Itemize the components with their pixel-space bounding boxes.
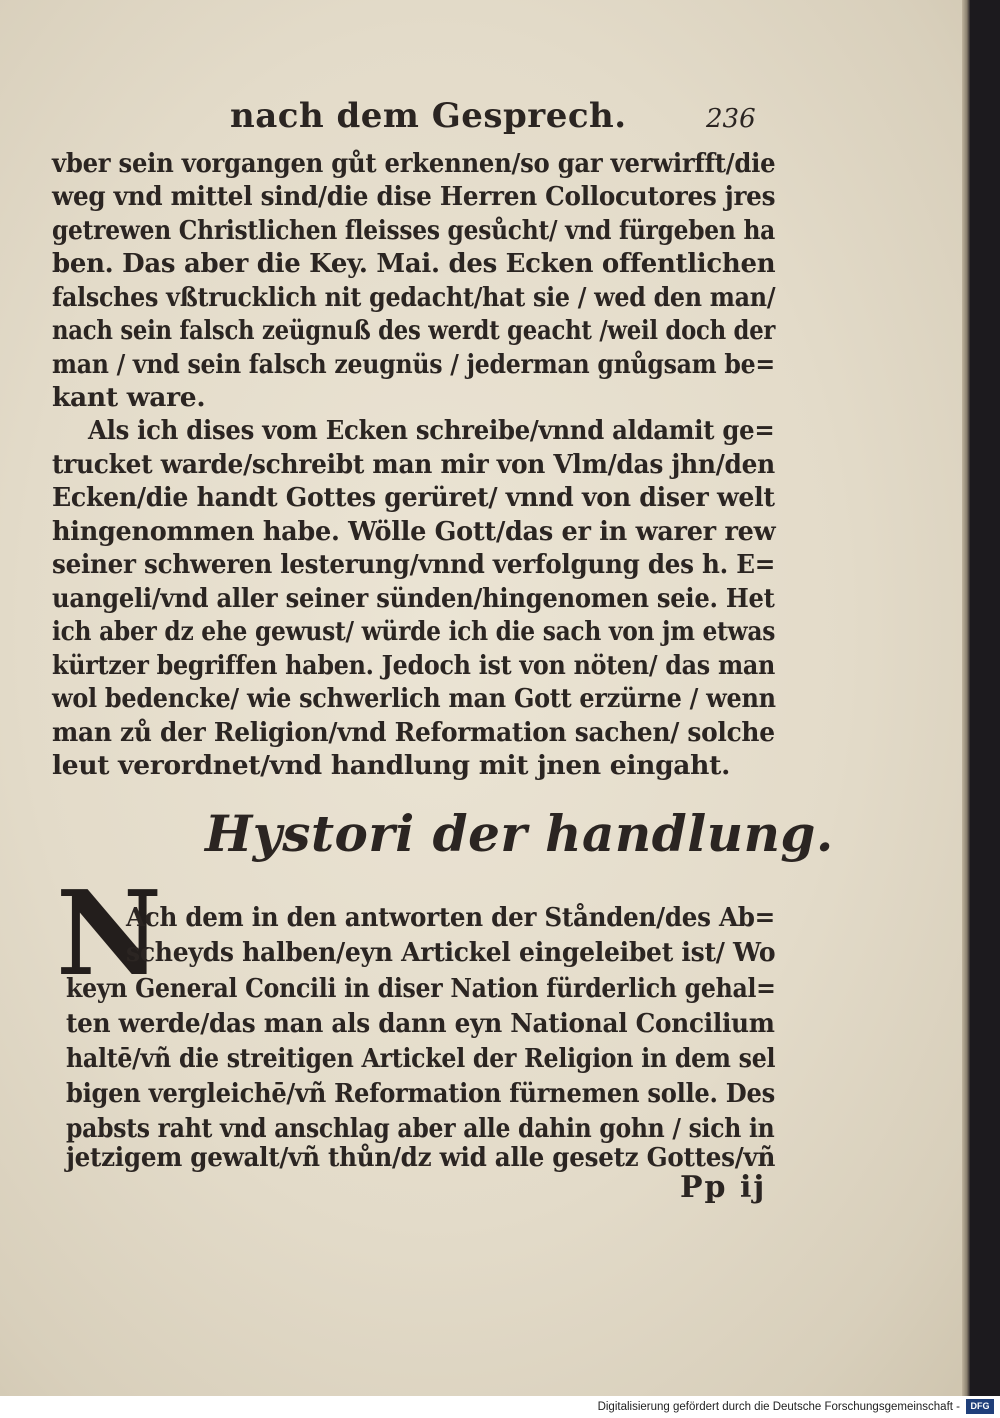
text-line: scheyds halben/eyn Artickel eingeleibet ist/ Wo [126, 937, 776, 968]
page-edge [962, 0, 970, 1396]
text-line: nach sein falsch zeügnuß des werdt geacht /weil doch der [52, 315, 776, 346]
text-line: haltē/vñ die streitigen Artickel der Religion in dem sel [66, 1043, 776, 1074]
dfg-logo: DFG [966, 1399, 994, 1414]
funding-credit: Digitalisierung gefördert durch die Deutsche Forschungsgemeinschaft - [597, 1401, 960, 1413]
text-line: Ecken/die handt Gottes gerüret/ vnnd von diser welt [52, 482, 775, 513]
text-line: ich aber dz ehe gewust/ würde ich die sach von jm etwas [52, 616, 776, 647]
text-line: Als ich dises vom Ecken schreibe/vnnd aldamit ge= [88, 415, 775, 446]
text-line: wol bedencke/ wie schwerlich man Gott erzürne / wenn [52, 683, 776, 714]
text-line: man / vnd sein falsch zeugnüs / jederman gnůgsam be= [52, 349, 775, 380]
running-head: nach dem Gesprech. [230, 96, 627, 136]
text-line: kant ware. [52, 382, 206, 413]
text-line: bigen vergleichē/vñ Reformation fürnemen solle. Des [66, 1078, 775, 1109]
section-heading: Hystori der handlung. [205, 804, 834, 863]
text-line: pabsts raht vnd anschlag aber alle dahin gohn / sich in [66, 1113, 775, 1144]
text-line: keyn General Concili in diser Nation fürderlich gehal= [66, 973, 776, 1004]
text-line: Ach dem in den antworten der Stånden/des Ab= [126, 902, 776, 933]
text-line: getrewen Christlichen fleisses gesůcht/ vnd fürgeben ha [52, 215, 776, 246]
text-line: falsches vßtrucklich nit gedacht/hat sie / wed den man/ [52, 282, 776, 313]
text-line: uangeli/vnd aller seiner sünden/hingenomen seie. Het [52, 583, 775, 614]
text-line: seiner schweren lesterung/vnnd verfolgung des h. E= [52, 549, 776, 580]
text-line: kürtzer begriffen haben. Jedoch ist von nöten/ das man [52, 650, 776, 681]
signature-mark: Pp ij [680, 1170, 767, 1205]
text-line: hingenommen habe. Wölle Gott/das er in warer rew [52, 516, 776, 547]
folio-number: 236 [706, 104, 756, 134]
text-line: vber sein vorgangen gůt erkennen/so gar verwirfft/die [52, 148, 776, 179]
text-line: leut verordnet/vnd handlung mit jnen eingaht. [52, 750, 731, 781]
text-line: jetzigem gewalt/vñ thůn/dz wid alle gesetz Gottes/vñ [66, 1142, 776, 1173]
text-line: ten werde/das man als dann eyn National Concilium [66, 1008, 775, 1039]
text-line: trucket warde/schreibt man mir von Vlm/das jhn/den [52, 449, 775, 480]
text-line: weg vnd mittel sind/die dise Herren Collocutores jres [52, 181, 776, 212]
drop-cap: N [56, 866, 163, 1002]
text-line: man zů der Religion/vnd Reformation sachen/ solche [52, 717, 775, 748]
text-line: ben. Das aber die Key. Mai. des Ecken offentlichen [52, 248, 776, 279]
